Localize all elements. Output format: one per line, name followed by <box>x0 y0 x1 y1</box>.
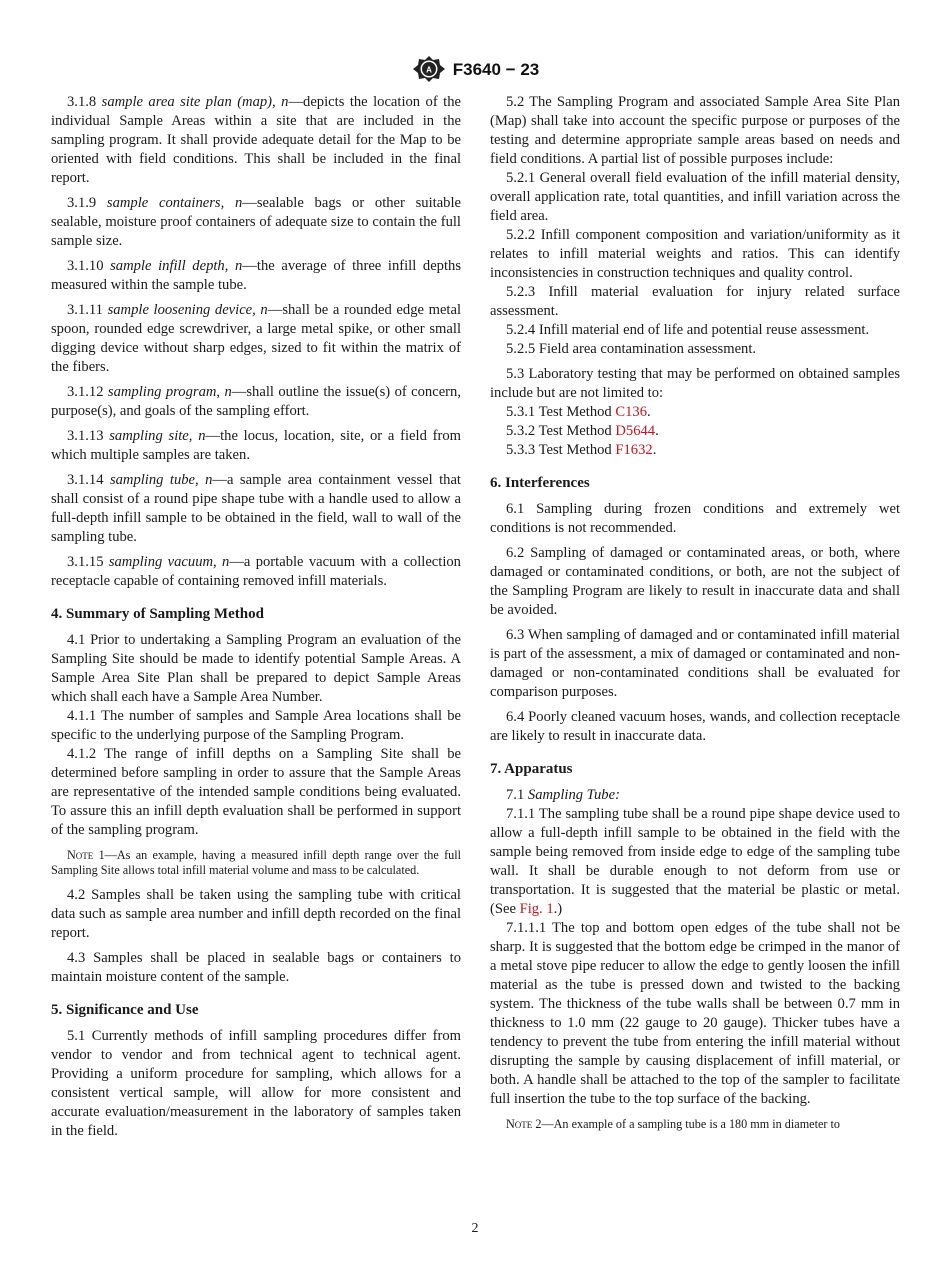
para-5-3-3: 5.3.3 Test Method F1632. <box>506 442 657 458</box>
para-3-1-8: 3.1.8 sample area site plan (map), n—depicts the location of the individual Sample Areas within a site that are included in the sampling program. It shall provide adequate detail for the Map to be oriented with field conditions. This shall be included in the final report. <box>51 94 461 186</box>
link-f1632[interactable]: F1632 <box>615 442 653 458</box>
note-2: Note 2—An example of a sampling tube is a 180 mm in diameter to <box>506 1117 840 1131</box>
page-header <box>0 52 950 86</box>
note-1: Note 1—As an example, having a measured infill depth range over the full Sampling Site allows total infill material volume and mass to be calculated. <box>51 848 461 877</box>
section-heading-6: 6. Interferences <box>490 475 590 491</box>
right-column <box>490 93 900 1140</box>
para-5-2-1: 5.2.1 General overall field evaluation of the infill material density, overall application rate, total quantities, and infill variation across the field area. <box>490 170 900 224</box>
svg-text:A: A <box>425 65 432 75</box>
para-4-2: 4.2 Samples shall be taken using the sampling tube with critical data such as sample area number and infill depth recorded on the final report. <box>51 887 461 941</box>
para-7-1-1: 7.1.1 The sampling tube shall be a round pipe shape device used to allow a full-depth infill sample to be obtained in the field with the sample being removed from inside edge to edge of the sampling tube wall. It shall be durable enough to not deform from use or transportation. It is suggested that the material be plastic or metal. (See Fig. 1.) <box>490 806 900 917</box>
para-5-3-2: 5.3.2 Test Method D5644. <box>506 423 659 439</box>
link-fig-1[interactable]: Fig. 1 <box>519 901 554 917</box>
designation: F3640 − 23 <box>452 59 540 79</box>
para-4-3: 4.3 Samples shall be placed in sealable bags or containers to maintain moisture content of the sample. <box>51 950 461 985</box>
para-5-2-2: 5.2.2 Infill component composition and variation/uniformity as it relates to infill material weights and ratios. This can identify inconsistencies in construction techniques and quality control. <box>490 227 900 281</box>
astm-logo-icon <box>411 54 447 84</box>
para-5-1: 5.1 Currently methods of infill sampling procedures differ from vendor to vendor and from technical agent to technical agent. Providing a uniform procedure for sampling, which allows for a consistent vertical sample, will allow for more consistent and accurate evaluation/measurement in the laboratory of samples taken in the field. <box>51 1028 461 1139</box>
para-3-1-10: 3.1.10 sample infill depth, n—the average of three infill depths measured within the sample tube. <box>51 258 462 293</box>
left-column <box>51 93 461 1141</box>
para-5-2: 5.2 The Sampling Program and associated Sample Area Site Plan (Map) shall take into account the specific purpose or purposes of the testing and determine appropriate sample areas based on needs and field conditions. A partial list of possible purposes include: <box>490 94 900 167</box>
para-6-2: 6.2 Sampling of damaged or contaminated areas, or both, where damaged or contaminated conditions, or both, are not the subject of the Sampling Program are likely to result in inaccurate data and shall be avoided. <box>490 545 900 618</box>
link-d5644[interactable]: D5644 <box>615 423 656 439</box>
section-heading-7: 7. Apparatus <box>490 761 573 777</box>
page-number: 2 <box>471 1221 479 1236</box>
para-7-1: 7.1 Sampling Tube: <box>506 787 620 803</box>
para-7-1-1-1: 7.1.1.1 The top and bottom open edges of the tube shall not be sharp. It is suggested that the bottom edge be crimped in the manor of a metal stove pipe reducer to allow the edge to gently loosen the infill material as the tube is pressed down and twisted to the backing system. The thickness of the tube walls shall be between 0.7 mm in thickness to 1.0 mm (22 gauge to 20 gauge). Thicker tubes have a tendency to prevent the tube from entering the infill material without disrupting the sample by causing displacement of infill material, or both. A handle shall be attached to the top of the sampler to facilitate full insertion the tube to the top surface of the backing. <box>490 920 900 1107</box>
para-6-1: 6.1 Sampling during frozen conditions and extremely wet conditions is not recommended. <box>490 501 900 536</box>
para-3-1-15: 3.1.15 sampling vacuum, n—a portable vacuum with a collection receptacle capable of containing removed infill materials. <box>51 554 461 589</box>
para-5-3: 5.3 Laboratory testing that may be performed on obtained samples include but are not limited to: <box>490 366 900 401</box>
para-3-1-12: 3.1.12 sampling program, n—shall outline the issue(s) of concern, purpose(s), and goals of the sampling effort. <box>51 384 461 419</box>
para-5-2-4: 5.2.4 Infill material end of life and potential reuse assessment. <box>506 322 870 338</box>
para-3-1-9: 3.1.9 sample containers, n—sealable bags or other suitable sealable, moisture proof containers of adequate size to contain the full sample size. <box>51 195 461 249</box>
section-heading-4: 4. Summary of Sampling Method <box>51 606 264 622</box>
para-4-1-1: 4.1.1 The number of samples and Sample Area locations shall be specific to the underlying purpose of the Sampling Program. <box>51 708 461 743</box>
para-4-1: 4.1 Prior to undertaking a Sampling Program an evaluation of the Sampling Site should be made to identify potential Sample Areas. A Sample Area Site Plan shall be prepared to depict Sample Areas which shall each have a Sample Area Number. <box>51 632 461 705</box>
para-5-2-3: 5.2.3 Infill material evaluation for injury related surface assessment. <box>490 284 900 319</box>
link-c136[interactable]: C136 <box>615 404 647 420</box>
para-3-1-14: 3.1.14 sampling tube, n—a sample area containment vessel that shall consist of a round pipe shape tube with a handle used to allow a full-depth infill sample to be obtained in the field, wall to wall of the sampling tube. <box>51 472 461 545</box>
para-6-4: 6.4 Poorly cleaned vacuum hoses, wands, and collection receptacle are likely to result in inaccurate data. <box>490 709 900 744</box>
para-3-1-11: 3.1.11 sample loosening device, n—shall be a rounded edge metal spoon, rounded edge screwdriver, a large metal spike, or other small digging device without sharp edges, sized to fit within the matrix of the fibers. <box>51 302 462 375</box>
para-6-3: 6.3 When sampling of damaged and or contaminated infill material is part of the assessment, a mix of damaged or contaminated and non-damaged or non-contaminated conditions shall be evaluated for comparison purposes. <box>490 627 900 700</box>
section-heading-5: 5. Significance and Use <box>51 1002 199 1018</box>
para-3-1-13: 3.1.13 sampling site, n—the locus, location, site, or a field from which multiple samples are taken. <box>51 428 461 463</box>
para-5-2-5: 5.2.5 Field area contamination assessment. <box>506 341 757 357</box>
para-4-1-2: 4.1.2 The range of infill depths on a Sampling Site shall be determined before sampling in order to assure that the Sample Areas are representative of the intended sample conditions being evaluated. To assure this an infill depth evaluation shall be performed in support of the sampling program. <box>51 746 461 838</box>
para-5-3-1: 5.3.1 Test Method C136. <box>506 404 651 420</box>
